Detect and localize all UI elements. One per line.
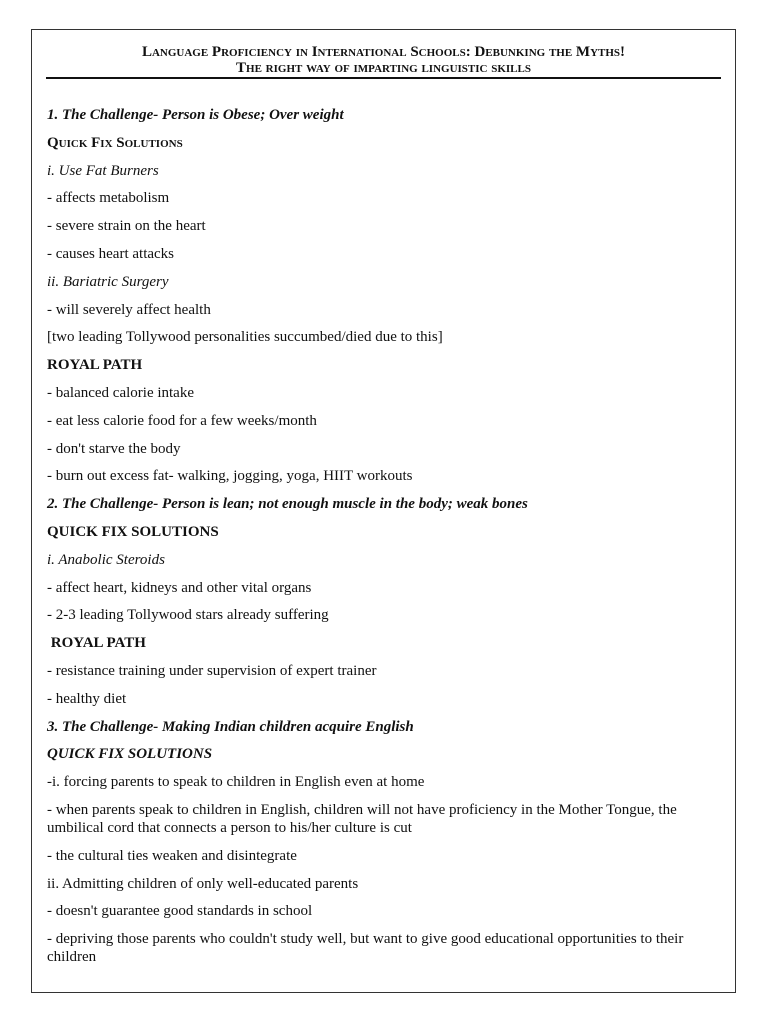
body-line: - resistance training under supervision of expert trainer <box>47 662 377 679</box>
body-line: - affect heart, kidneys and other vital organs <box>47 579 312 596</box>
body-line: ii. Bariatric Surgery <box>47 273 169 290</box>
body-line: - affects metabolism <box>47 190 170 207</box>
document-header <box>46 44 721 79</box>
body-line: - 2-3 leading Tollywood stars already suffering <box>47 607 329 624</box>
body-line: i. Anabolic Steroids <box>47 551 165 568</box>
section-heading: Quick Fix Solutions <box>47 134 183 151</box>
section-heading: ROYAL PATH <box>47 357 143 374</box>
body-line: - healthy diet <box>47 690 127 707</box>
document-title: Language Proficiency in International Schools: Debunking the Myths! <box>141 44 626 60</box>
document-body <box>47 106 719 966</box>
body-line: - the cultural ties weaken and disintegrate <box>47 847 297 864</box>
body-line: - balanced calorie intake <box>47 384 194 401</box>
section-heading: 1. The Challenge- Person is Obese; Over weight <box>47 107 344 123</box>
body-line: - eat less calorie food for a few weeks/month <box>47 412 317 429</box>
body-line: - when parents speak to children in English, children will not have proficiency in the Mother Tongue, the umbilical cord that connects a person to his/her culture is cut <box>47 801 677 836</box>
body-line: ii. Admitting children of only well-educated parents <box>47 875 359 892</box>
section-heading: 2. The Challenge- Person is lean; not enough muscle in the body; weak bones <box>47 496 528 513</box>
section-heading: QUICK FIX SOLUTIONS <box>47 523 219 540</box>
body-line: - burn out excess fat- walking, jogging, yoga, HIIT workouts <box>47 468 413 485</box>
body-line: - don't starve the body <box>47 440 181 457</box>
document-subtitle: The right way of imparting linguistic skills <box>236 60 531 76</box>
body-line: - will severely affect health <box>47 301 211 318</box>
body-line: i. Use Fat Burners <box>47 162 159 179</box>
body-line: - causes heart attacks <box>47 245 175 262</box>
body-line: - severe strain on the heart <box>47 218 206 235</box>
section-heading: QUICK FIX SOLUTIONS <box>47 746 213 763</box>
body-line: [two leading Tollywood personalities succumbed/died due to this] <box>47 329 443 346</box>
section-heading: 3. The Challenge- Making Indian children acquire English <box>47 718 414 735</box>
body-line: - doesn't guarantee good standards in school <box>47 903 313 920</box>
body-line: -i. forcing parents to speak to children in English even at home <box>47 774 425 791</box>
body-line: - depriving those parents who couldn't study well, but want to give good educational opportunities to their children <box>47 931 684 966</box>
section-heading: ROYAL PATH <box>47 635 146 652</box>
